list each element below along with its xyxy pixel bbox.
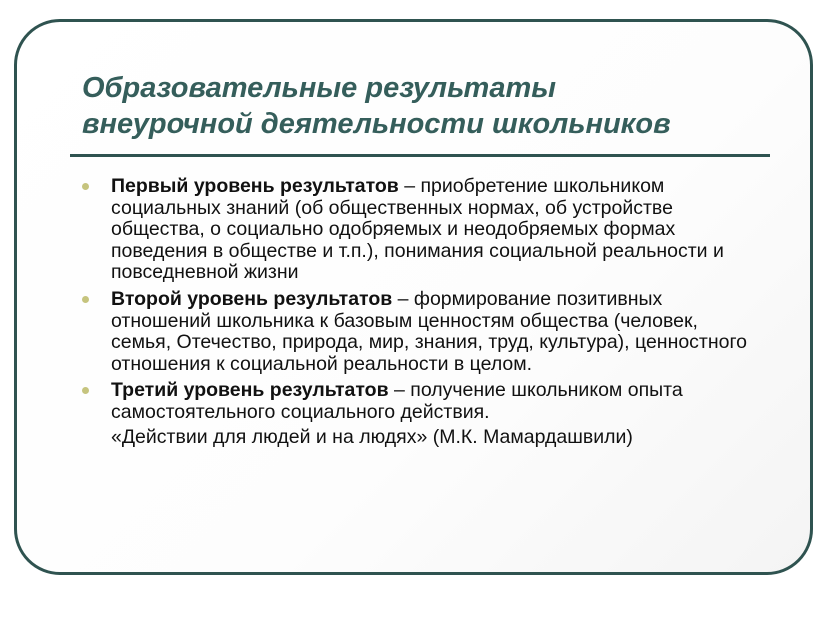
bullet-item-first-level bbox=[82, 176, 762, 284]
bullet-item-third-level bbox=[82, 380, 762, 448]
slide-title bbox=[82, 70, 782, 142]
bullet-text: – формирование позитивных отношений школьника к базовым ценностям общества (человек, семья, Отечество, природа, мир, знания, труд, культура), ценностного отношения к социальной реальности в целом. bbox=[111, 287, 748, 375]
bullet-quote: «Действии для людей и на людях» (М.К. Мамардашвили) bbox=[111, 425, 633, 448]
bullet-term: Второй уровень результатов bbox=[111, 287, 393, 310]
bullet-item-second-level bbox=[82, 289, 762, 375]
bullet-dot-icon bbox=[82, 183, 89, 190]
bullet-dot-icon bbox=[82, 387, 89, 394]
title-divider bbox=[70, 154, 770, 157]
bullet-text: – приобретение школьником социальных знаний (об общественных нормах, об устройстве общества, о социально одобряемых и неодобряемых формах поведения в обществе и т.п.), понимания социальной реальности и повседневной жизни bbox=[111, 175, 724, 284]
bullet-text: – получение школьником опыта самостоятельного социального действия. bbox=[111, 379, 683, 423]
bullet-term: Первый уровень результатов bbox=[111, 175, 399, 197]
title-line-2: внеурочной деятельности школьников bbox=[82, 108, 671, 140]
title-line-1: Образовательные результаты bbox=[82, 72, 557, 104]
bullet-list bbox=[82, 176, 762, 453]
bullet-term: Третий уровень результатов bbox=[111, 379, 389, 402]
bullet-dot-icon bbox=[82, 296, 89, 303]
